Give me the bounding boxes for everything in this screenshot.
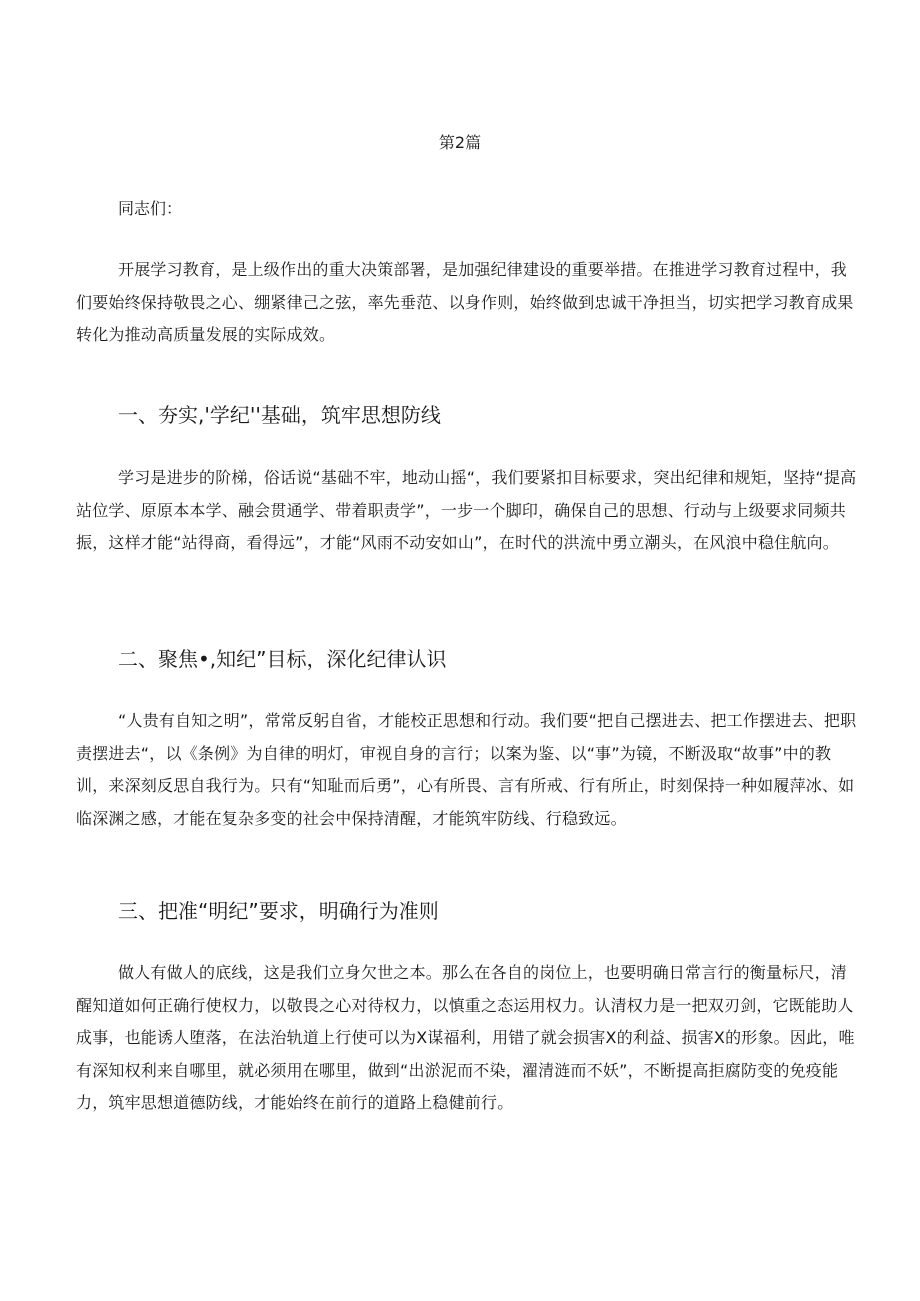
section-heading-1: 一、夯实,'学纪''基础，筑牢思想防线 (118, 403, 441, 427)
salutation: 同志们： (118, 199, 183, 218)
section-body-2: “人贵有自知之明”，常常反躬自省，才能校正思想和行动。我们要“把自己摆进去、把工作摆进去、把职责摆进去“，以《条例》为自律的明灯，审视自身的言行；以案为鉴、以“事”为镜，不断汲取“故事”中的教训，来深刻反思自我行为。只有“知耻而后勇”，心有所畏、言有所戒、行有所止，时刻保持一种如履萍冰、如临深渊之感，才能在复杂多变的社会中保持清醒，才能筑牢防线、行稳致远。 (76, 711, 857, 828)
section-heading-3: 三、把准“明纪”要求，明确行为准则 (118, 899, 439, 923)
section-body-3: 做人有做人的底线，这是我们立身欠世之本。那么在各自的岗位上，也要明确日常言行的衡量标尺，清醒知道如何正确行使权力，以敬畏之心对待权力，以慎重之态运用权力。认清权力是一把双刃剑，它既能助人成事，也能诱人堕落，在法治轨道上行使可以为X谋福利，用错了就会损害X的利益、损害X的形象。因此，唯有深知权利来自哪里，就必须用在哪里，做到“出淤泥而不染，濯清涟而不妖”，不断提高拒腐防变的免疫能力，筑牢思想道德防线，才能始终在前行的道路上稳健前行。 (76, 963, 855, 1112)
section-heading-2: 二、聚焦•,知纪”目标，深化纪律认识 (118, 647, 447, 671)
section-body-1: 学习是进步的阶梯，俗话说“基础不牢，地动山摇“，我们要紧扣目标要求，突出纪律和规矩，坚持“提高站位学、原原本本学、融会贯通学、带着职责学”，一步一个脚印，确保自己的思想、行动与上级要求同频共振，这样才能“站得商，看得远”，才能“风雨不动安如山”，在时代的洪流中勇立潮头，在风浪中稳住航向。 (76, 468, 857, 552)
intro-paragraph: 开展学习教育，是上级作出的重大决策部署，是加强纪律建设的重要举措。在推进学习教育过程中，我们要始终保持敬畏之心、绷紧律己之弦，率先垂范、以身作则，始终做到忠诚干净担当，切实把学习教育成果转化为推动高质量发展的实际成效。 (76, 260, 854, 344)
document-title: 第2篇 (438, 133, 482, 152)
